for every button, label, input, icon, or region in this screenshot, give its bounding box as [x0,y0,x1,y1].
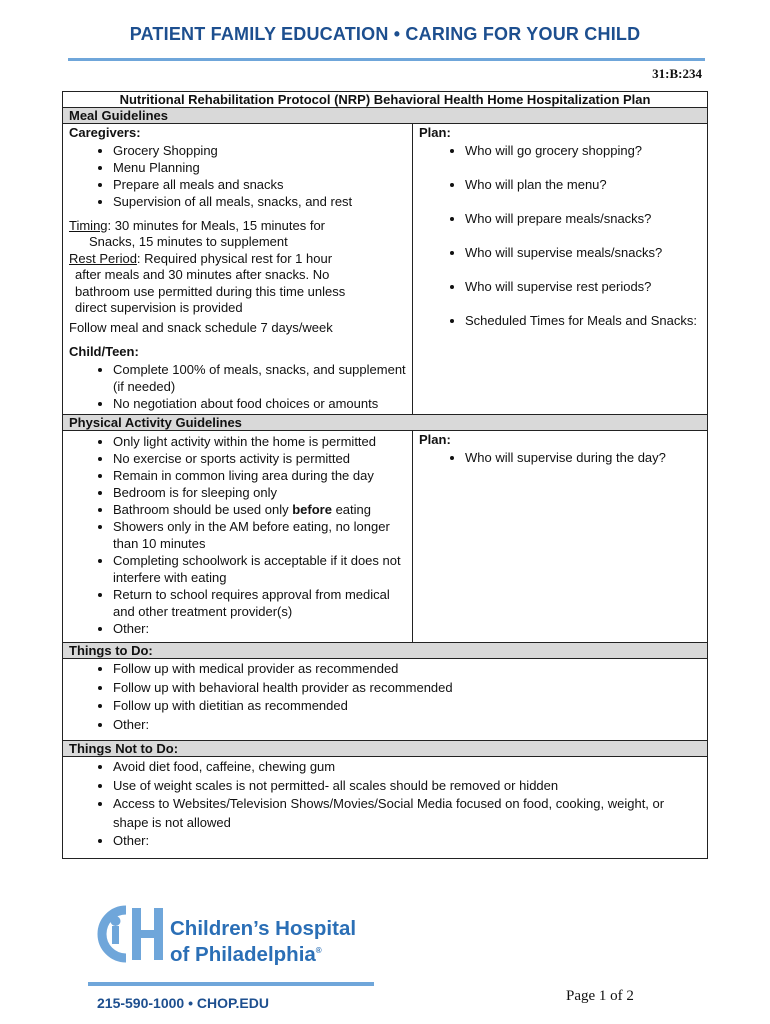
bathroom-emphasis: before [292,502,332,517]
caregiver-list [69,142,406,210]
physical-activity-heading: Physical Activity Guidelines [63,415,708,431]
activity-plan-list [419,449,701,466]
list-item: • Other: [113,716,701,735]
document-id: 31:B:234 [652,66,702,81]
caregivers-label: Caregivers: [69,125,141,140]
meal-plan-label: Plan: [419,125,451,140]
activity-section [63,431,708,643]
list-item: • Return to school requires approval from medical and other treatment provider(s) [113,586,406,620]
things-to-do-list [69,660,701,734]
activity-plan-label: Plan: [419,432,451,447]
meal-plan-list [419,142,701,329]
logo-line-1: Children’s Hospital [170,917,357,940]
bathroom-text: Bathroom should be used only [113,502,293,517]
hospital-logo-text [170,918,356,966]
meal-section [63,124,708,415]
list-item: • Menu Planning [113,159,406,176]
things-to-do-section [63,659,708,741]
list-item: • Follow up with dietitian as recommended [113,697,701,716]
timing-detail: : 30 minutes for Meals, 15 minutes for [107,217,326,233]
list-item: • Showers only in the AM before eating, no longer than 10 minutes [113,518,406,552]
list-item: • Use of weight scales is not permitted- all scales should be removed or hidden [113,777,701,796]
logo-line-2-text: of Philadelphia [170,942,316,966]
things-not-to-do-list [69,758,701,851]
schedule-text: Follow meal and snack schedule 7 days/week [69,319,333,335]
list-item: • Access to Websites/Television Shows/Movies/Social Media focused on food, cooking, weight, or shape is not allowed [113,795,701,832]
list-item: • No exercise or sports activity is permitted [113,450,406,467]
child-list [69,361,406,412]
bathroom-text-end: eating [331,502,372,517]
meal-guidelines-heading: Meal Guidelines [63,108,708,124]
page-number: Page 1 of 2 [566,988,634,1004]
timing-label: Timing [69,217,108,233]
plan-table [62,91,708,859]
list-item: • Bedroom is for sleeping only [113,484,406,501]
list-item: • Prepare all meals and snacks [113,176,406,193]
list-item: • Completing schoolwork is acceptable if it does not interfere with eating [113,552,406,586]
rest-text-3: bathroom use permitted during this time unless [75,283,346,299]
list-item: • Who will go grocery shopping? [465,142,701,159]
timing-text-2: Snacks, 15 minutes to supplement [89,234,288,249]
list-item: • No negotiation about food choices or amounts [113,395,406,412]
rest-text-2: after meals and 30 minutes after snacks. No [75,267,330,282]
list-item [113,501,406,518]
footer-rule [88,982,374,986]
list-item: • Scheduled Times for Meals and Snacks: [465,312,701,329]
child-teen-label: Child/Teen: [69,344,139,359]
list-item: • Who will supervise rest periods? [465,278,701,295]
list-item: • Who will prepare meals/snacks? [465,210,701,227]
timing-text [69,218,406,235]
things-to-do-heading: Things to Do: [63,643,708,659]
list-item: • Avoid diet food, caffeine, chewing gum [113,758,701,777]
list-item: • Complete 100% of meals, snacks, and supplement (if needed) [113,361,406,395]
activity-list [69,433,406,637]
rest-text [69,251,406,268]
list-item: • Who will supervise during the day? [465,449,701,466]
footer-contact: 215-590-1000 • CHOP.EDU [97,995,269,1011]
list-item: • Who will plan the menu? [465,176,701,193]
list-item: • Who will supervise meals/snacks? [465,244,701,261]
things-not-to-do-heading: Things Not to Do: [63,741,708,757]
list-item: • Follow up with medical provider as recommended [113,660,701,679]
list-item: • Grocery Shopping [113,142,406,159]
header-rule [68,58,705,61]
plan-title: Nutritional Rehabilitation Protocol (NRP) Behavioral Health Home Hospitalization Plan [63,92,708,108]
things-not-to-do-section [63,757,708,859]
rest-text-4: direct supervision is provided [75,300,243,315]
registered-mark: ® [315,946,322,955]
list-item: • Remain in common living area during the day [113,467,406,484]
list-item: • Follow up with behavioral health provider as recommended [113,679,701,698]
list-item: • Other: [113,832,701,851]
list-item: • Other: [113,620,406,637]
list-item: • Supervision of all meals, snacks, and rest [113,193,406,210]
rest-detail: : Required physical rest for 1 hour [136,250,333,266]
list-item: • Only light activity within the home is permitted [113,433,406,450]
rest-label: Rest Period [69,250,137,266]
page-header-title: PATIENT FAMILY EDUCATION • CARING FOR YOUR CHILD [129,24,641,44]
logo-line-2 [170,940,356,966]
